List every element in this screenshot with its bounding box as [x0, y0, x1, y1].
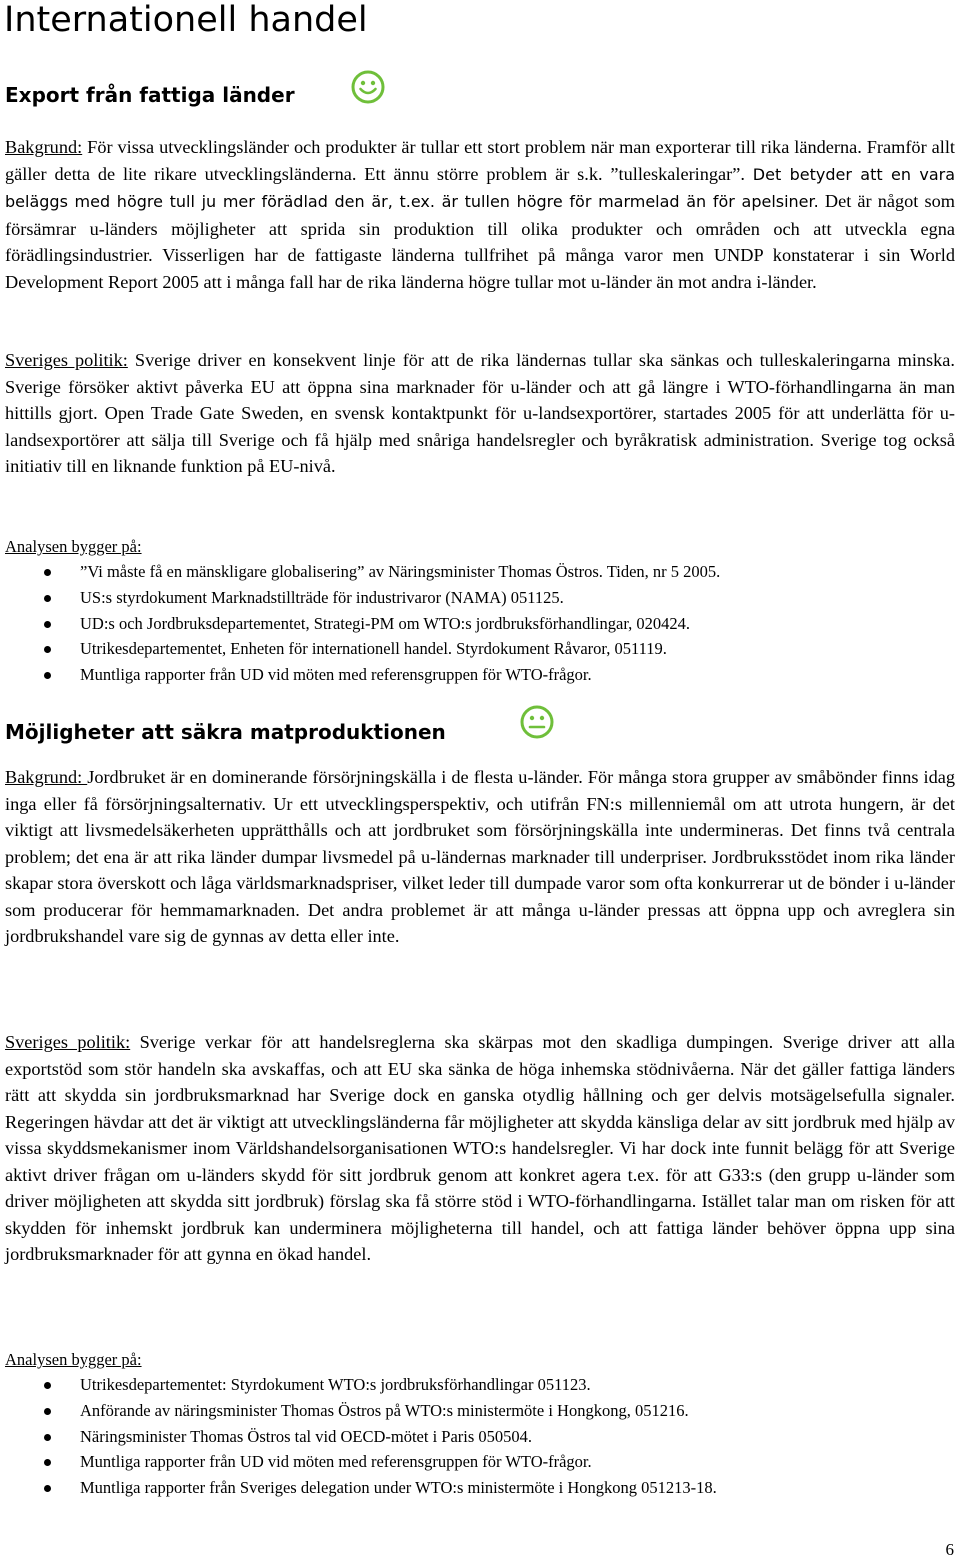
list-item: Näringsminister Thomas Östros tal vid OECD-mötet i Paris 050504. — [0, 1424, 717, 1450]
list-item: Muntliga rapporter från UD vid möten med referensgruppen för WTO-frågor. — [0, 662, 720, 688]
list-item: Muntliga rapporter från Sveriges delegation under WTO:s ministermöte i Hongkong 051213-18. — [0, 1475, 717, 1501]
paragraph-policy-food: Sveriges politik: Sverige verkar för att handelsreglerna ska skärpas mot den skadliga dumpingen. Sverige driver att alla exportstöd som stör handeln ska avskaffas, och att EU ska sänka de höga inhemska stödnivåerna. När det gäller fattiga länders rätt att skydda sin jordbruksmarknad har Sverige dock en ganska otydlig hållning och ger delvis motsägelsefulla signaler. Regeringen hävdar att det är viktigt att utvecklingsländerna får möjligheter att skydda känsliga delar av sitt jordbruk med hjälp av vissa skyddsmekanismer inom Världshandelsorganisationen WTO:s handelsregler. Vi har dock inte funnit belägg för att Sverige aktivt driver frågan om u-länders skydd för sitt jordbruk genom att konkret agera t.ex. för att G33:s (den grupp u-länder som driver möjligheten att skydda sitt jordbruk) förslag ska få större stöd i WTO-förhandlingarna. Istället talar man om risken för att skydden för inhemskt jordbruk kan underminera möjligheterna till handel, och att fattiga länder behöver öppna upp sina jordbruksmarknader för att gynna en ökad handel. — [5, 1032, 955, 1264]
list-item: UD:s och Jordbruksdepartementet, Strategi-PM om WTO:s jordbruksförhandlingar, 020424. — [0, 611, 720, 637]
sources-label: Analysen bygger på: — [5, 1350, 142, 1369]
list-item: Utrikesdepartementet, Enheten för internationell handel. Styrdokument Råvaror, 051119. — [0, 636, 720, 662]
label-background: Bakgrund: — [5, 767, 88, 787]
smiley-neutral-icon — [519, 704, 555, 740]
list-item: US:s styrdokument Marknadstillträde för industrivaror (NAMA) 051125. — [0, 585, 720, 611]
paragraph-background-export: Bakgrund: För vissa utvecklingsländer och produkter är tullar ett stort problem när man exporterar till rika länderna. Framför allt gäller detta de lite rikare utvecklingsländerna. Ett ännu större problem är s.k. ”tulleskaleringar”. Det betyder att en vara beläggs med högre tull ju mer förädlad den är, t.ex. är tullen högre för marmelad än för apelsiner. Det är något som försämrar u-länders möjligheter att sprida sin produktion till olika produkter och områden och att utveckla egna förädlingsindustrier. Visserligen har de fattigaste länderna tullfrihet på många varor men UNDP konstaterar i sin World Development Report 2005 att i många fall har de rika länderna högre tullar mot u-länder än mot andra i-länder. — [5, 137, 956, 292]
label-policy: Sveriges politik: — [5, 1032, 131, 1052]
sources-list-export — [0, 559, 720, 688]
page-title: Internationell handel — [4, 0, 368, 40]
list-item: Anförande av näringsminister Thomas Östros på WTO:s ministermöte i Hongkong, 051216. — [0, 1398, 717, 1424]
label-policy: Sveriges politik: — [5, 350, 128, 370]
sources-label: Analysen bygger på: — [5, 537, 142, 556]
section-heading-food: Möjligheter att säkra matproduktionen — [5, 720, 446, 744]
list-item: ”Vi måste få en mänskligare globalisering” av Näringsminister Thomas Östros. Tiden, nr 5 2005. — [0, 559, 720, 585]
page-number: 6 — [945, 1540, 954, 1559]
label-background: Bakgrund: — [5, 137, 83, 157]
paragraph-policy-export: Sveriges politik: Sverige driver en konsekvent linje för att de rika ländernas tullar ska sänkas och tulleskaleringarna minska. Sverige försöker aktivt påverka EU att öppna sina marknader för u-länder och att gå längre i WTO-förhandlingarna än man hittills gjort. Open Trade Gate Sweden, en svensk kontaktpunkt för u-landsexportörer, startades 2005 för att underlätta för u-landsexportörer att sälja till Sverige och få hjälp med snåriga handelsregler och byråkratisk administration. Sverige tog också initiativ till en liknande funktion på EU-nivå. — [5, 350, 955, 476]
section-heading-export: Export från fattiga länder — [5, 83, 295, 107]
list-item: Utrikesdepartementet: Styrdokument WTO:s jordbruksförhandlingar 051123. — [0, 1372, 717, 1398]
list-item: Muntliga rapporter från UD vid möten med referensgruppen för WTO-frågor. — [0, 1449, 717, 1475]
sources-list-food — [0, 1372, 717, 1501]
paragraph-background-food: Bakgrund: Jordbruket är en dominerande försörjningskälla i de flesta u-länder. För många stora grupper av småbönder finns idag inga eller få försörjningsalternativ. Ur ett utvecklingsperspektiv, och utifrån FN:s millenniemål om att utrota hungern, är det viktigt att livsmedelsäkerheten upprätthålls och att jordbruket som försörjningskälla inte undermineras. Det finns två centrala problem; det ena är att rika länder dumpar livsmedel på u-ländernas marknader till underpriser. Jordbruksstödet inom rika länder skapar stora överskott och låga världsmarknadspriser, vilket leder till dumpade varor som ofta konkurrerar ut de bönder i u-länder som producerar för hemmamarknaden. Det andra problemet är att många u-länder pressas att öppna upp och avreglera sin jordbrukshandel vare sig de gynnas av detta eller inte. — [5, 767, 955, 946]
smiley-happy-icon — [350, 69, 386, 105]
